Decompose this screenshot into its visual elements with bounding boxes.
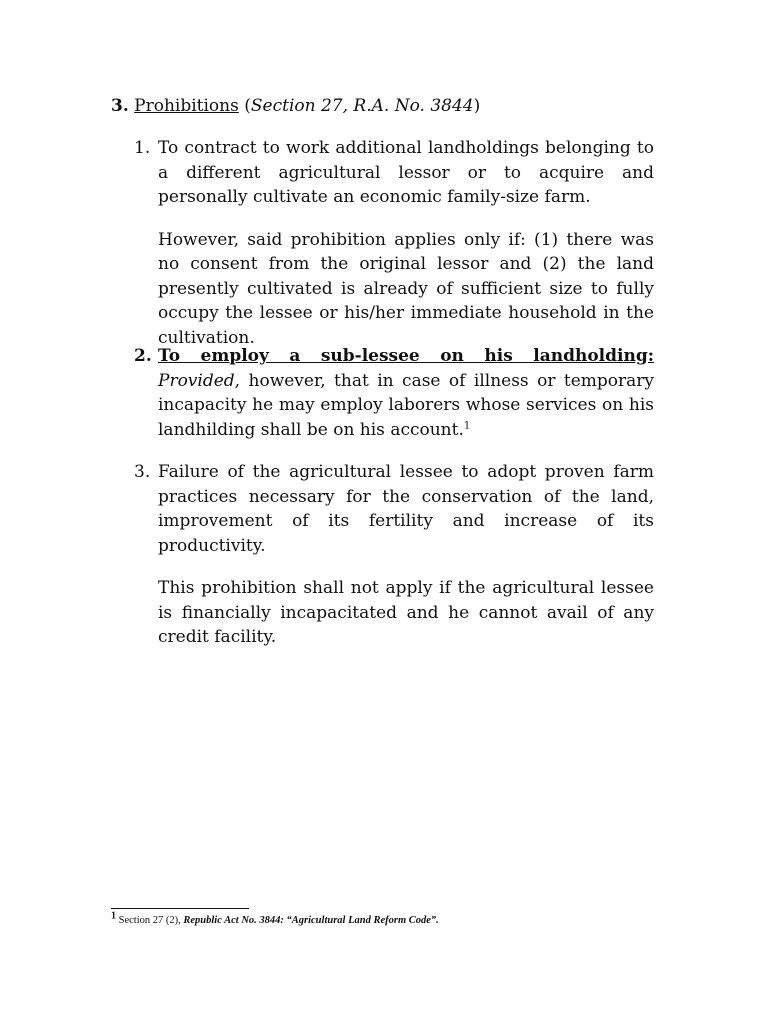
item-2-paragraph: [158, 344, 654, 442]
item-2-lead: To employ a sub-lessee on his landholding:: [158, 346, 654, 366]
footnote-prefix: Section 27 (2),: [116, 915, 184, 926]
item-1-paragraph-2: However, said prohibition applies only if: (1) there was no consent from the original lessor and (2) the land presently cultivated is already of sufficient size to fully occupy the lessee or his/her immediate household in the cultivation.: [158, 229, 654, 348]
section-reference: Section 27, R.A. No. 3844: [250, 96, 474, 116]
item-3-paragraph-1: Failure of the agricultural lessee to adopt proven farm practices necessary for the conservation of the land, improvement of its fertility and increase of its productivity.: [158, 462, 654, 556]
section-title: Prohibitions: [134, 96, 239, 116]
section-heading: [111, 94, 480, 118]
heading-close-paren: ): [473, 96, 481, 116]
footnote-divider: [111, 908, 249, 909]
prohibition-item-1: [134, 136, 654, 350]
item-2-body: [158, 344, 654, 442]
footnote-mark: 1: [111, 910, 116, 922]
item-1-body: [158, 136, 654, 350]
section-number: 3.: [111, 96, 129, 116]
item-2-text: , however, that in case of illness or temporary incapacity he may employ laborers whose services on his landhilding shall be on his account.: [158, 370, 654, 440]
item-3-body: [158, 460, 654, 650]
heading-open-paren: (: [238, 96, 251, 116]
footnote-reference[interactable]: 1: [463, 419, 471, 431]
item-3-marker: 3.: [134, 462, 151, 482]
prohibition-item-2: [134, 344, 654, 442]
item-3-paragraph-2: This prohibition shall not apply if the agricultural lessee is financially incapacitated and he cannot avail of any credit facility.: [158, 578, 654, 647]
footnote: [111, 910, 439, 929]
item-2-provided: Provided: [158, 370, 235, 391]
item-2-marker: 2.: [134, 346, 152, 366]
prohibition-item-3: [134, 460, 654, 650]
footnote-citation: Republic Act No. 3844: “Agricultural Land Reform Code”.: [183, 915, 439, 926]
item-1-marker: 1.: [134, 138, 151, 158]
item-1-paragraph-1: To contract to work additional landholdings belonging to a different agricultural lessor or to acquire and personally cultivate an economic family-size farm.: [158, 138, 654, 207]
